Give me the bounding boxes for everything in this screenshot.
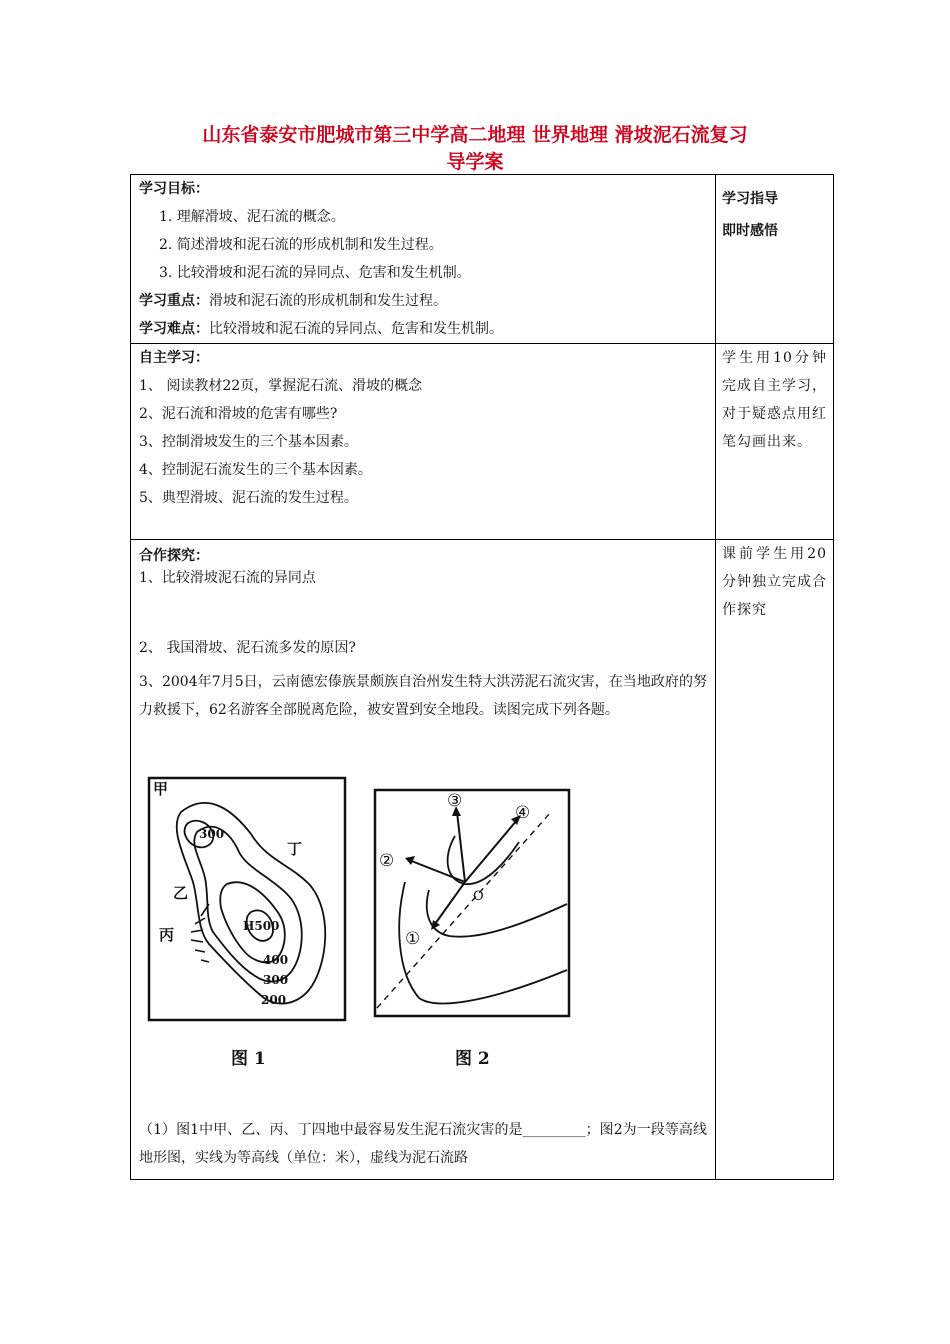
label-yi: 乙 xyxy=(173,884,189,902)
key-point xyxy=(139,287,707,315)
arrow-1 xyxy=(435,882,465,924)
guidance-cell xyxy=(716,175,834,344)
lesson-table xyxy=(130,174,834,1180)
title-line-2: 导学案 xyxy=(446,151,504,173)
self-study-item-3: 3、控制滑坡发生的三个基本因素。 xyxy=(139,434,358,450)
figure-1 xyxy=(149,778,345,1069)
self-study-cell xyxy=(131,344,716,540)
self-study-item-1: 1、 阅读教材22页，掌握泥石流、滑坡的概念 xyxy=(139,378,423,394)
objectives-cell xyxy=(131,175,716,344)
difficult-point-text: 比较滑坡和泥石流的异同点、危害和发生机制。 xyxy=(209,321,503,337)
question-1: 1、比较滑坡泥石流的异同点 xyxy=(139,570,316,586)
label-300-top: 300 xyxy=(199,827,225,841)
objectives-heading: 学习目标： xyxy=(139,181,209,197)
label-ding: 丁 xyxy=(287,840,303,858)
document-title xyxy=(130,122,820,176)
row-self-study xyxy=(131,344,834,540)
contour-line-middle xyxy=(427,890,567,937)
objective-item-2: 2. 简述滑坡和泥石流的形成机制和发生过程。 xyxy=(159,237,443,253)
arrow-2 xyxy=(409,860,465,882)
label-o: O xyxy=(473,889,484,904)
label-300: 300 xyxy=(263,973,289,987)
self-study-note: 学生用10分钟完成自主学习，对于疑惑点用红笔勾画出来。 xyxy=(716,344,834,540)
cooperation-cell xyxy=(131,540,716,1180)
label-h500: H500 xyxy=(243,919,280,933)
guidance-label: 学习指导 xyxy=(722,191,778,207)
question-3: 3、2004年7月5日，云南德宏傣族景颇族自治州发生特大洪涝泥石流灾害，在当地政府的努力救援下，62名游客全部脱离危险，被安置到安全地段。读图完成下列各题。 xyxy=(139,674,707,718)
objective-item-3: 3. 比较滑坡和泥石流的异同点、危害和发生机制。 xyxy=(159,265,471,281)
fig2-caption: 图 2 xyxy=(455,1049,490,1069)
question-2: 2、 我国滑坡、泥石流多发的原因? xyxy=(139,640,356,656)
key-point-label: 学习重点： xyxy=(139,293,209,309)
contour-figures xyxy=(139,772,699,1072)
label-jia: 甲 xyxy=(153,780,169,798)
cliff-hatching xyxy=(191,904,209,962)
difficult-point xyxy=(139,315,707,343)
cooperation-heading: 合作探究： xyxy=(139,548,209,564)
self-study-item-4: 4、控制泥石流发生的三个基本因素。 xyxy=(139,462,372,478)
label-2: ② xyxy=(379,851,395,871)
self-study-item-2: 2、泥石流和滑坡的危害有哪些? xyxy=(139,406,338,422)
objective-item-1: 1. 理解滑坡、泥石流的概念。 xyxy=(159,209,345,225)
arrow-3 xyxy=(457,812,465,882)
label-4: ④ xyxy=(515,803,531,823)
row-cooperation xyxy=(131,540,834,1180)
fig1-caption: 图 1 xyxy=(231,1049,266,1069)
arrow-2-head xyxy=(405,856,415,865)
arrow-4 xyxy=(465,820,517,882)
cooperation-note: 课前学生用20分钟独立完成合作探究 xyxy=(716,540,834,1180)
reflection-label: 即时感悟 xyxy=(722,223,778,239)
label-3: ③ xyxy=(447,791,463,811)
label-1: ① xyxy=(405,929,421,949)
label-200: 200 xyxy=(261,993,287,1007)
difficult-point-label: 学习难点： xyxy=(139,321,209,337)
label-bing: 丙 xyxy=(159,926,175,944)
key-point-text: 滑坡和泥石流的形成机制和发生过程。 xyxy=(209,293,447,309)
debris-flow-path xyxy=(377,812,551,1008)
row-objectives xyxy=(131,175,834,344)
label-400: 400 xyxy=(263,953,289,967)
self-study-heading: 自主学习： xyxy=(139,350,209,366)
question-4: （1）图1中甲、乙、丙、丁四地中最容易发生泥石流灾害的是_________；图2为一段等高线地形图，实线为等高线（单位：米），虚线为泥石流路 xyxy=(139,1122,707,1166)
figure-2 xyxy=(375,790,569,1069)
title-line-1: 山东省泰安市肥城市第三中学高二地理 世界地理 滑坡泥石流复习 xyxy=(202,124,748,146)
self-study-item-5: 5、典型滑坡、泥石流的发生过程。 xyxy=(139,490,358,506)
